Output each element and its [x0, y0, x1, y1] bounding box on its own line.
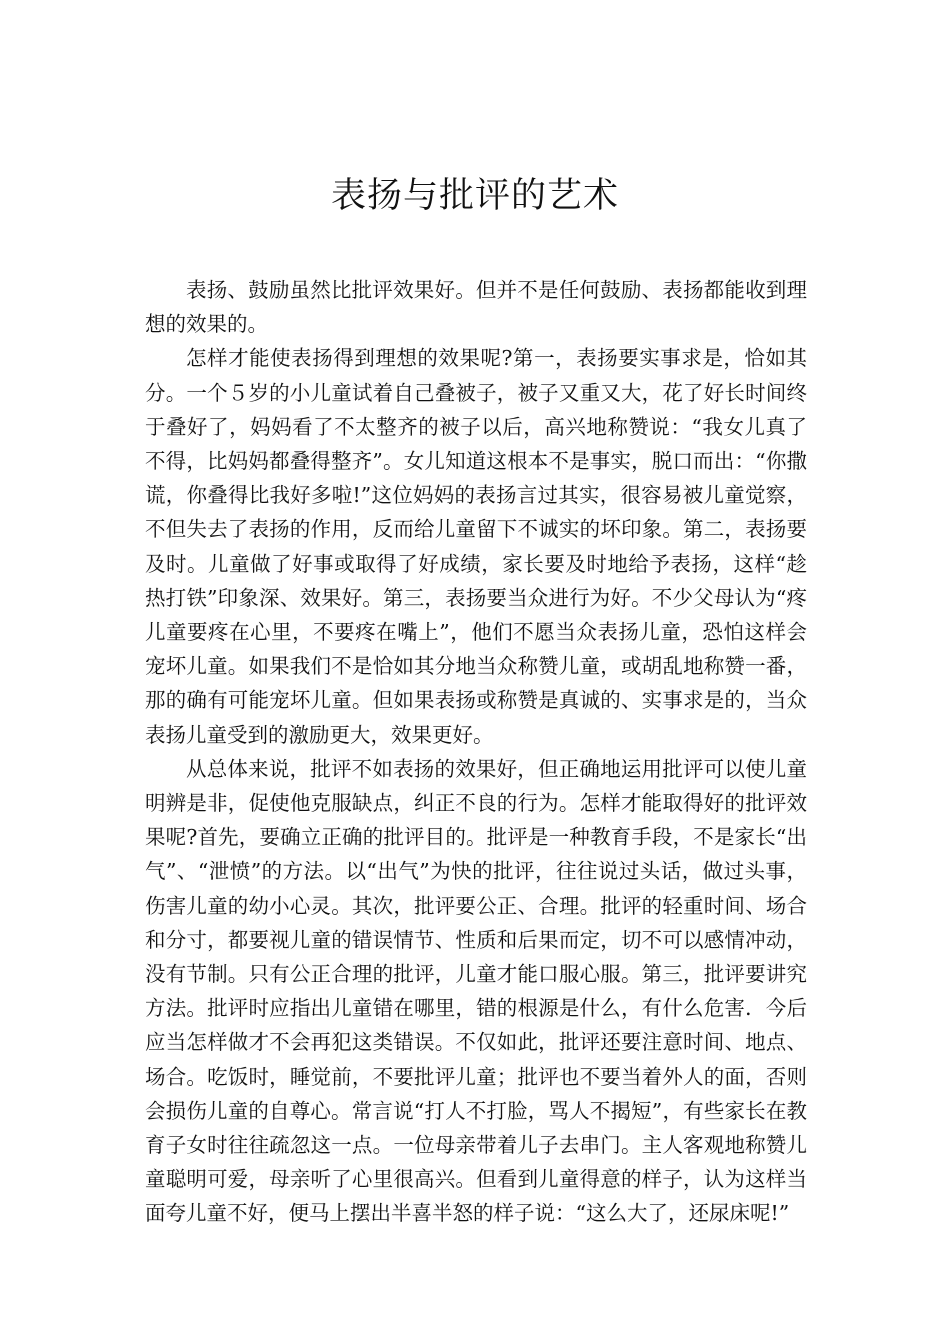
document-body [145, 273, 807, 1231]
paragraph-1: 表扬、鼓励虽然比批评效果好。但并不是任何鼓励、表扬都能收到理想的效果的。 [145, 278, 807, 337]
paragraph-2: 怎样才能使表扬得到理想的效果呢?第一，表扬要实事求是，恰如其分。一个５岁的小儿童试着自己叠被子，被子又重又大，花了好长时间终于叠好了，妈妈看了不太整齐的被子以后，高兴地称赞说：“我女儿真了不得，比妈妈都叠得整齐”。女儿知道这根本不是事实，脱口而出：“你撒谎，你叠得比我好多啦!”这位妈妈的表扬言过其实，很容易被儿童觉察，不但失去了表扬的作用，反而给儿童留下不诚实的坏印象。第二，表扬要及时。儿童做了好事或取得了好成绩，家长要及时地给予表扬，这样“趁热打铁”印象深、效果好。第三，表扬要当众进行为好。不少父母认为“疼儿童要疼在心里，不要疼在嘴上”，他们不愿当众表扬儿童，恐怕这样会宠坏儿童。如果我们不是恰如其分地当众称赞儿童，或胡乱地称赞一番，那的确有可能宠坏儿童。但如果表扬或称赞是真诚的、实事求是的，当众表扬儿童受到的激励更大，效果更好。 [145, 346, 807, 747]
paragraph-3: 从总体来说，批评不如表扬的效果好，但正确地运用批评可以使儿童明辨是非，促使他克服缺点，纠正不良的行为。怎样才能取得好的批评效果呢?首先，要确立正确的批评目的。批评是一种教育手段，不是家长“出气”、“泄愤”的方法。以“出气”为快的批评，往往说过头话，做过头事，伤害儿童的幼小心灵。其次，批评要公正、合理。批评的轻重时间、场合和分寸，都要视儿童的错误情节、性质和后果而定，切不可以感情冲动，没有节制。只有公正合理的批评，儿童才能口服心服。第三，批评要讲究方法。批评时应指出儿童错在哪里，错的根源是什么，有什么危害．今后应当怎样做才不会再犯这类错误。不仅如此，批评还要注意时间、地点、场合。吃饭时，睡觉前，不要批评儿童；批评也不要当着外人的面，否则会损伤儿童的自尊心。常言说“打人不打脸，骂人不揭短”，有些家长在教育子女时往往疏忽这一点。一位母亲带着儿子去串门。主人客观地称赞儿童聪明可爱，母亲听了心里很高兴。但看到儿童得意的样子，认为这样当面夸儿童不好，便马上摆出半喜半怒的样子说：“这么大了，还尿床呢!” [145, 756, 807, 1226]
document-title: 表扬与批评的艺术 [330, 176, 619, 216]
